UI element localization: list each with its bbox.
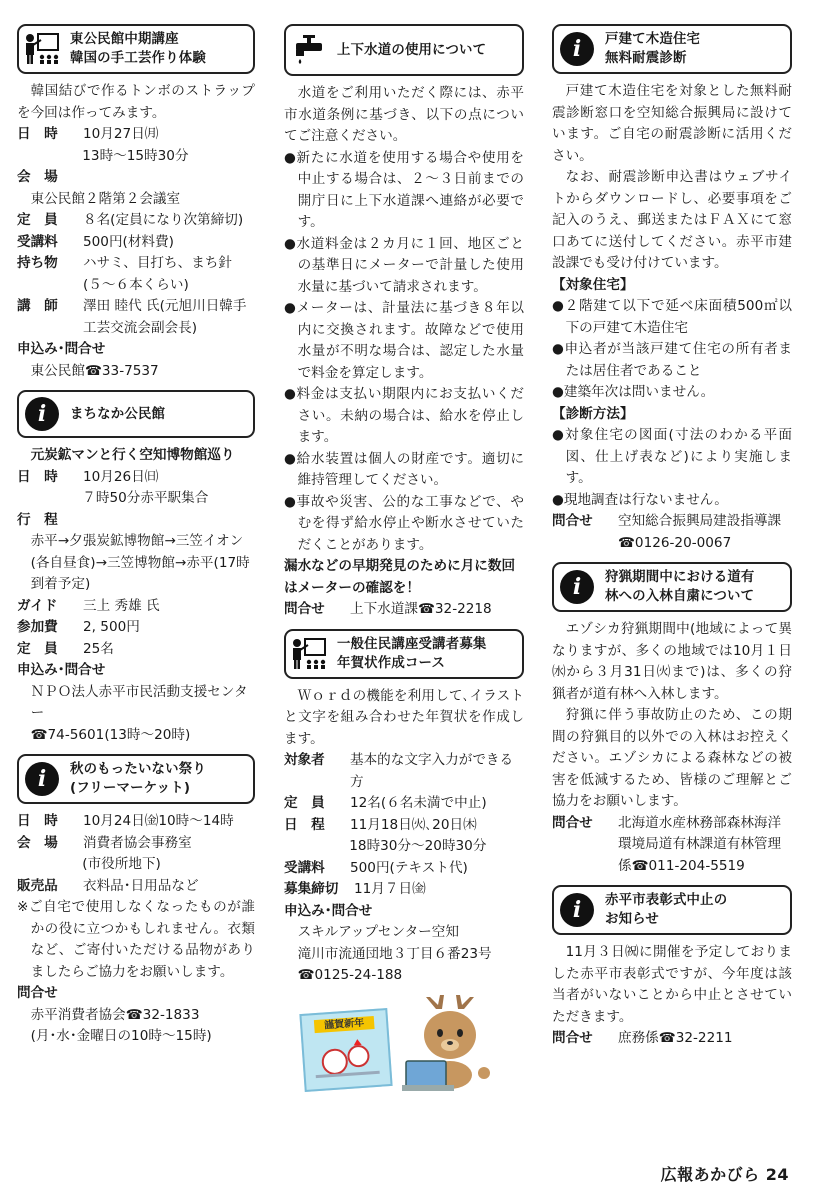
section-subtitle: 韓国の手工芸作り体験 bbox=[70, 51, 206, 66]
info-row-fee bbox=[17, 617, 255, 639]
info-row-lecturer bbox=[17, 296, 255, 339]
info-row-fee bbox=[284, 858, 524, 880]
value: 澤田 睦代 氏(元旭川日韓手工芸交流会副会長) bbox=[83, 298, 247, 336]
section-lead: 漏水などの早期発見のために月に数回はメーターの確認を！ bbox=[284, 558, 516, 596]
label: 販売品 bbox=[17, 877, 58, 894]
value-venue: 東公民館２階第２会議室 bbox=[30, 190, 181, 207]
value: 10月27日㈪ bbox=[83, 126, 159, 142]
info-row-capacity bbox=[17, 210, 255, 232]
bullet-item: ●料金は支払い期限内にお支払いください。未納の場合は、給水を停止します。 bbox=[284, 386, 524, 445]
subheading-target: 【対象住宅】 bbox=[552, 276, 634, 293]
section-ceremony-cancelled bbox=[552, 885, 792, 1050]
info-row-inquiry bbox=[552, 813, 792, 878]
section-body: 戸建て木造住宅を対象とした無料耐震診断窓口を空知総合振興局に設けています。ご自宅の耐震診断に活用ください。 bbox=[552, 83, 792, 164]
label: 参加費 bbox=[17, 619, 58, 635]
section-header bbox=[17, 390, 255, 438]
info-row-date bbox=[17, 811, 255, 833]
info-row-date bbox=[17, 124, 255, 146]
info-row-guide bbox=[17, 596, 255, 618]
value: 10月26日㈰ bbox=[83, 468, 159, 485]
section-subtitle: (フリーマーケット) bbox=[70, 781, 191, 796]
section-body: 韓国結びで作るトンボのストラップを今回は作ってみます。 bbox=[17, 83, 255, 121]
bullet-item: ●申込者が当該戸建て住宅の所有者または居住者であること bbox=[552, 341, 792, 379]
value: 北海道水産林務部森林海洋環境局道有林課道有林管理係☎011-204-5519 bbox=[618, 814, 782, 874]
value: 基本的な文字入力ができる方 bbox=[350, 752, 514, 790]
label: 受講料 bbox=[284, 859, 325, 876]
bullet-item: ●建築年次は問いません。 bbox=[552, 384, 715, 400]
value-apply-org: スキルアップセンター空知 bbox=[297, 924, 459, 940]
info-row-bring bbox=[17, 253, 255, 296]
info-row-date bbox=[17, 467, 255, 489]
new-year-card-image bbox=[299, 1008, 392, 1092]
section-header bbox=[284, 24, 524, 76]
section-subtitle: 林への入林自粛について bbox=[605, 589, 755, 604]
section-title: 秋のもったいない祭り bbox=[70, 762, 206, 777]
value-inquiry-hours: (月･水･金曜日の10時〜15時) bbox=[30, 1028, 212, 1044]
illustration bbox=[284, 993, 524, 1103]
label: 問合せ bbox=[552, 513, 593, 529]
info-icon: i bbox=[24, 761, 60, 797]
section-title: 東公民館中期講座 bbox=[70, 32, 179, 47]
section-hunting-forest bbox=[552, 562, 792, 877]
label: ガイド bbox=[17, 597, 58, 614]
section-body: エゾシカ狩猟期間中(地域によって異なりますが、多くの地域では10月１日㈬から３月31日㈫まで)は、多くの狩猟者が道有林へ入林します。 bbox=[552, 621, 792, 702]
column-2 bbox=[284, 24, 524, 1111]
label-apply: 申込み･問合せ bbox=[17, 341, 106, 357]
lecture-icon bbox=[24, 31, 60, 67]
bullet-item: ●現地調査は行ないません。 bbox=[552, 491, 728, 508]
section-body: 水道をご利用いただく際には、赤平市水道条例に基づき、以下の点についてご注意ください。 bbox=[284, 85, 524, 144]
info-icon: i bbox=[559, 31, 595, 67]
label: 持ち物 bbox=[17, 255, 58, 271]
faucet-icon bbox=[291, 32, 327, 68]
section-subtitle: 無料耐震診断 bbox=[605, 51, 687, 66]
value-apply: 東公民館☎33-7537 bbox=[30, 362, 159, 379]
value-route: 赤平→夕張炭鉱博物館→三笠イオン(各自昼食)→三笠博物館→赤平(17時到着予定) bbox=[30, 533, 250, 592]
section-seismic-diagnosis bbox=[552, 24, 792, 554]
info-icon: i bbox=[559, 892, 595, 928]
label: 日 時 bbox=[17, 126, 58, 142]
value-time: 18時30分〜20時30分 bbox=[349, 838, 487, 854]
label: 定 員 bbox=[284, 795, 325, 811]
value: 500円(テキスト代) bbox=[350, 859, 468, 876]
label: 対象者 bbox=[284, 752, 325, 768]
section-title: 一般住民講座受講者募集 bbox=[337, 636, 487, 652]
label: 受講料 bbox=[17, 233, 58, 250]
value-apply-address: 滝川市流通団地３丁目６番23号 bbox=[297, 945, 492, 962]
bullet-item: ●新たに水道を使用する場合や使用を中止する場合は、２〜３日前までの開庁日に上下水道課へ連絡が必要です。 bbox=[284, 149, 524, 230]
label: 日 時 bbox=[17, 468, 58, 485]
value: 25名 bbox=[83, 640, 114, 657]
section-body-2: 狩猟に伴う事故防止のため、この期間の狩猟目的以外での入林はお控えください。エゾシカによる森林などの被害を低減するため、皆様のご理解とご協力をお願いします。 bbox=[552, 707, 792, 809]
label: 募集締切 bbox=[284, 881, 339, 897]
value: ８名(定員になり次第締切) bbox=[83, 212, 244, 228]
info-row-goods bbox=[17, 876, 255, 898]
label: 定 員 bbox=[17, 640, 58, 657]
section-water-usage bbox=[284, 24, 524, 621]
section-header bbox=[284, 629, 524, 679]
info-row-target bbox=[284, 750, 524, 793]
value: 11月７日㈮ bbox=[354, 881, 426, 897]
info-row-deadline bbox=[284, 879, 524, 901]
label-apply: 申込み･問合せ bbox=[17, 662, 106, 678]
section-title: まちなか公民館 bbox=[70, 406, 166, 422]
value: 三上 秀雄 氏 bbox=[83, 597, 160, 614]
bullet-item: ●水道料金は２カ月に１回、地区ごとの基準日にメーターで計量した使用水量に基づいて請求されます。 bbox=[284, 235, 524, 295]
subheading-method: 【診断方法】 bbox=[552, 405, 634, 422]
info-row-venue bbox=[17, 833, 255, 855]
value: 上下水道課☎32-2218 bbox=[350, 601, 492, 617]
label: 日 時 bbox=[17, 813, 58, 829]
info-row-route bbox=[17, 510, 255, 532]
label: 講 師 bbox=[17, 298, 58, 314]
section-east-hall-course bbox=[17, 24, 255, 382]
column-1 bbox=[17, 24, 255, 1056]
section-title: 戸建て木造住宅 bbox=[605, 32, 701, 47]
page-footer: 広報あかびら 24 bbox=[660, 1165, 789, 1184]
info-row-inquiry bbox=[552, 511, 792, 554]
section-title: 上下水道の使用について bbox=[337, 42, 487, 58]
section-body-2: なお、耐震診断申込書はウェブサイトからダウンロードし、必要事項をご記入のうえ、郵送またはＦＡＸにて窓口あてに送付してください。赤平市建設課でも受け付けています。 bbox=[552, 169, 792, 271]
info-icon: i bbox=[24, 396, 60, 432]
info-row-fee bbox=[17, 232, 255, 254]
section-subtitle: お知らせ bbox=[605, 912, 659, 927]
deer-mascot-at-pc bbox=[400, 995, 500, 1099]
note: ※ご自宅で使用しなくなったものが誰かの役に立つかもしれません。衣類など、ご寄付いただける品物がありましたらご協力をお願いします。 bbox=[17, 899, 255, 980]
section-pc-course bbox=[284, 629, 524, 1103]
section-header bbox=[552, 24, 792, 74]
value-apply-tel: ☎74-5601(13時〜20時) bbox=[30, 726, 191, 743]
value: ハサミ、目打ち、まち針(５〜６本くらい) bbox=[83, 255, 232, 293]
section-header bbox=[17, 754, 255, 804]
section-title: 赤平市表彰式中止の bbox=[605, 893, 728, 908]
section-flea-market bbox=[17, 754, 255, 1048]
section-subtitle: 年賀状作成コース bbox=[337, 655, 446, 671]
section-title: 狩猟期間中における道有 bbox=[605, 570, 755, 585]
card-rooster-drawing bbox=[303, 1028, 390, 1086]
bullet-item: ●メーターは、計量法に基づき８年以内に交換されます。故障などで使用水量が不明な場合は、認定した水量で料金を算定します。 bbox=[284, 300, 524, 381]
value-time: ７時50分赤平駅集合 bbox=[82, 490, 209, 506]
section-lead: 元炭鉱マンと行く空知博物館巡り bbox=[30, 447, 235, 463]
info-row-capacity bbox=[284, 793, 524, 815]
section-body: Ｗｏｒｄの機能を利用して､イラストと文字を組み合わせた年賀状を作成します。 bbox=[284, 687, 524, 747]
bullet-item: ●対象住宅の図面(寸法のわかる平面図、仕上げ表など)により実施します。 bbox=[552, 427, 792, 486]
section-header bbox=[17, 24, 255, 74]
column-3 bbox=[552, 24, 792, 1058]
bullet-item: ●２階建て以下で延べ床面積500㎡以下の戸建て木造住宅 bbox=[552, 298, 792, 336]
section-machinaka-hall bbox=[17, 390, 255, 746]
bullet-item: ●給水装置は個人の財産です。適切に維持管理してください。 bbox=[284, 450, 524, 488]
label: 会 場 bbox=[17, 834, 58, 851]
info-row-venue bbox=[17, 167, 255, 189]
section-header bbox=[552, 562, 792, 612]
value: 空知総合振興局建設指導課☎0126-20-0067 bbox=[618, 513, 782, 551]
value-apply-org: ＮＰＯ法人赤平市民活動支援センター bbox=[30, 683, 248, 721]
value: 2, 500円 bbox=[83, 619, 140, 635]
info-icon: i bbox=[559, 569, 595, 605]
info-row-inquiry bbox=[552, 1028, 792, 1050]
info-row-schedule bbox=[284, 815, 524, 837]
label: 日 程 bbox=[284, 816, 325, 833]
label-apply: 申込み･問合せ bbox=[284, 902, 373, 919]
label: 問合せ bbox=[284, 601, 325, 617]
value: 消費者協会事務室 bbox=[83, 834, 192, 851]
value: 12名(６名未満で中止) bbox=[350, 795, 487, 811]
label: 会 場 bbox=[17, 169, 58, 185]
value: 衣料品･日用品など bbox=[83, 877, 199, 894]
label: 問合せ bbox=[552, 814, 593, 831]
value-apply-tel: ☎0125-24-188 bbox=[297, 967, 403, 983]
value-inquiry: 赤平消費者協会☎32-1833 bbox=[30, 1006, 200, 1023]
label-inquiry: 問合せ bbox=[17, 985, 58, 1001]
section-body: 11月３日㈷に開催を予定しておりました赤平市表彰式ですが、今年度は該当者がいないことから中止とさせていただきます。 bbox=[552, 944, 792, 1025]
value: 500円(材料費) bbox=[83, 233, 174, 250]
label: 問合せ bbox=[552, 1030, 593, 1046]
info-row-capacity bbox=[17, 639, 255, 661]
info-row-inquiry bbox=[284, 599, 524, 621]
bullet-item: ●事故や災害、公的な工事などで、やむを得ず給水停止や断水させていただくことがあります。 bbox=[284, 493, 524, 553]
value-venue-sub: (市役所地下) bbox=[82, 856, 161, 872]
label: 行 程 bbox=[17, 511, 58, 528]
value: 10月24日㈮10時〜14時 bbox=[83, 813, 234, 829]
value-time: 13時〜15時30分 bbox=[82, 147, 189, 164]
value: 庶務係☎32-2211 bbox=[618, 1030, 733, 1046]
label: 定 員 bbox=[17, 212, 58, 228]
lecture-icon bbox=[291, 636, 327, 672]
card-text: 謹賀新年 bbox=[314, 1015, 375, 1032]
value: 11月18日㈫､20日㈭ bbox=[350, 816, 477, 833]
section-header bbox=[552, 885, 792, 935]
